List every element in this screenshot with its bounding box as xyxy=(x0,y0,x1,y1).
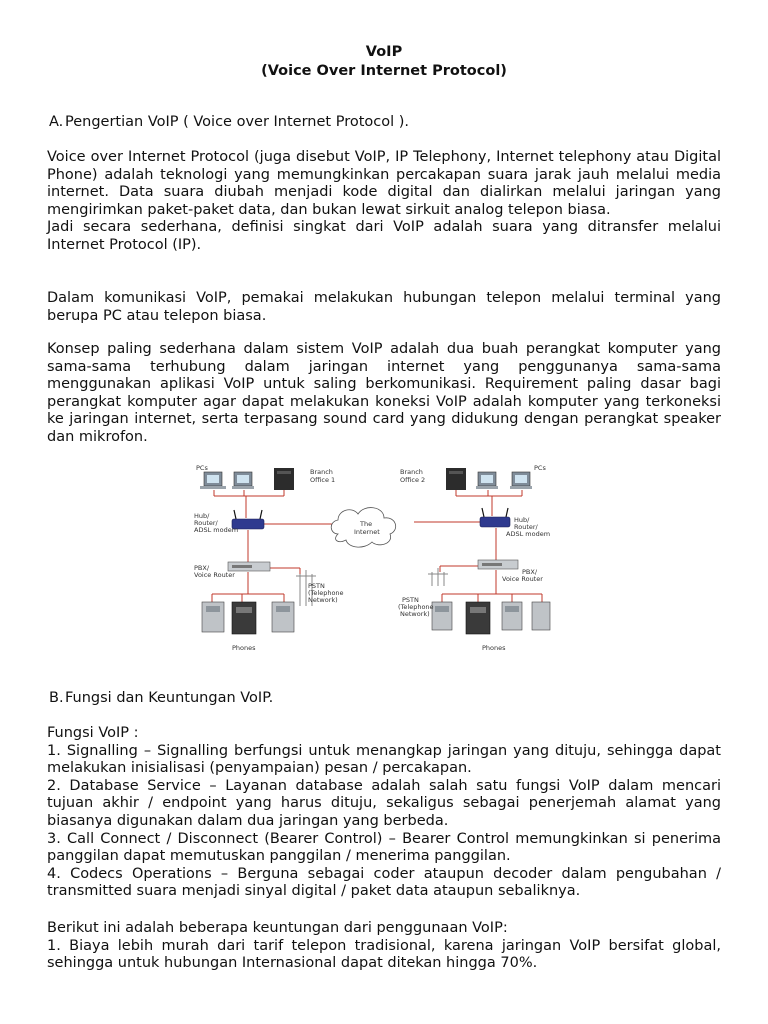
label-internet-1: The xyxy=(360,520,373,528)
section-b-title: Fungsi dan Keuntungan VoIP. xyxy=(65,690,274,706)
label-right-pstn-2: (Telephone xyxy=(398,603,434,611)
label-left-hub-3: ADSL modem xyxy=(194,526,239,534)
paragraph-communication: Dalam komunikasi VoIP, pemakai melakukan hubungan telepon melalui terminal yang berupa PC atau telepon biasa. xyxy=(47,290,721,324)
label-right-pcs: PCs xyxy=(534,464,546,472)
label-left-pbx-2: Voice Router xyxy=(194,571,235,579)
label-left-hub-2: Router/ xyxy=(194,519,218,527)
document-title: VoIP xyxy=(365,44,403,60)
label-left-pstn-3: Network) xyxy=(308,596,338,604)
voip-network-diagram xyxy=(188,462,552,654)
label-left-phones: Phones xyxy=(232,644,256,652)
section-a-marker: A. xyxy=(49,114,64,130)
label-right-hub-3: ADSL modem xyxy=(506,530,551,538)
section-b-heading xyxy=(49,689,273,707)
right-pcs-icon xyxy=(446,468,532,490)
right-router-icon xyxy=(480,508,510,527)
paragraph-definition-main: Voice over Internet Protocol (juga disebut VoIP, IP Telephony, Internet telephony atau Digital Phone) adalah teknologi yang memungkinkan percakapan suara jarak jauh melalui media internet. Data suara diubah menjadi kode digital dan dialirkan melalui jaringan yang mengirimkan paket-paket data, dan bukan lewat sirkuit analog telepon biasa. xyxy=(47,149,721,218)
right-phones-icon xyxy=(432,602,550,634)
fungsi-item-1: 1. Signalling – Signalling berfungsi untuk menangkap jaringan yang dituju, sehingga dapat melakukan inisialisasi (penyampaian) pesan / percakapan. xyxy=(47,742,721,777)
label-right-pbx-2: Voice Router xyxy=(502,575,543,583)
fungsi-item-2: 2. Database Service – Layanan database adalah salah satu fungsi VoIP dalam mencari tujuan akhir / endpoint yang harus dituju, sekaligus sebagai penerjemah alamat yang biasanya digunakan dalam dua jaringan yang berbeda. xyxy=(47,777,721,829)
keuntungan-item-1: 1. Biaya lebih murah dari tarif telepon tradisional, karena jaringan VoIP bersifat global, sehingga untuk hubungan Internasional dapat ditekan hingga 70%. xyxy=(47,937,721,972)
left-pcs-icon xyxy=(200,468,294,490)
right-pbx-icon xyxy=(478,560,518,569)
document-subtitle: (Voice Over Internet Protocol) xyxy=(261,63,507,79)
fungsi-item-3: 3. Call Connect / Disconnect (Bearer Control) – Bearer Control memungkinkan si penerima panggilan dapat memutuskan panggilan / menerima panggilan. xyxy=(47,830,721,865)
section-a-title: Pengertian VoIP ( Voice over Internet Protocol ). xyxy=(65,114,410,130)
keuntungan-intro: Berikut ini adalah beberapa keuntungan dari penggunaan VoIP: xyxy=(47,920,508,936)
label-left-hub-1: Hub/ xyxy=(194,512,210,520)
right-pstn-towers-icon xyxy=(428,568,448,586)
fungsi-heading: Fungsi VoIP : xyxy=(47,725,139,741)
label-left-pcs: PCs xyxy=(196,464,208,472)
paragraph-concept: Konsep paling sederhana dalam sistem VoIP adalah dua buah perangkat komputer yang sama-sama terhubung dalam jaringan internet yang penggunanya sama-sama menggunakan aplikasi VoIP untuk saling berkomunikasi. Requirement paling dasar bagi perangkat komputer agar dapat melakukan koneksi VoIP adalah komputer yang terkoneksi ke jaringan internet, serta terpasang sound card yang didukung dengan perangkat speaker dan mikrofon. xyxy=(47,341,721,445)
label-right-phones: Phones xyxy=(482,644,506,652)
label-right-hub-1: Hub/ xyxy=(514,516,530,524)
section-b-marker: B. xyxy=(49,690,64,706)
label-right-branch-2: Office 2 xyxy=(400,476,426,484)
label-left-pstn-2: (Telephone xyxy=(308,589,344,597)
keuntungan-list xyxy=(47,920,721,973)
label-left-branch-2: Office 1 xyxy=(310,476,336,484)
paragraph-definition-summary: Jadi secara sederhana, definisi singkat dari VoIP adalah suara yang ditransfer melalui Internet Protocol (IP). xyxy=(47,219,721,253)
paragraph-definition xyxy=(47,149,721,255)
label-left-pstn-1: PSTN xyxy=(308,582,325,590)
label-right-hub-2: Router/ xyxy=(514,523,538,531)
label-left-branch-1: Branch xyxy=(310,468,333,476)
label-right-pstn-3: Network) xyxy=(400,610,430,618)
label-right-branch-1: Branch xyxy=(400,468,423,476)
label-left-pbx-1: PBX/ xyxy=(194,564,210,572)
left-pbx-icon xyxy=(228,562,270,571)
label-right-pbx-1: PBX/ xyxy=(522,568,538,576)
fungsi-list xyxy=(47,725,721,901)
label-internet-2: Internet xyxy=(354,528,380,536)
left-phones-icon xyxy=(202,602,294,634)
label-right-pstn-1: PSTN xyxy=(402,596,419,604)
fungsi-item-4: 4. Codecs Operations – Berguna sebagai coder ataupun decoder dalam pengubahan / transmitted suara menjadi sinyal digital / paket data ataupun sebaliknya. xyxy=(47,865,721,900)
network-links xyxy=(212,490,542,602)
section-a-heading xyxy=(49,113,409,131)
